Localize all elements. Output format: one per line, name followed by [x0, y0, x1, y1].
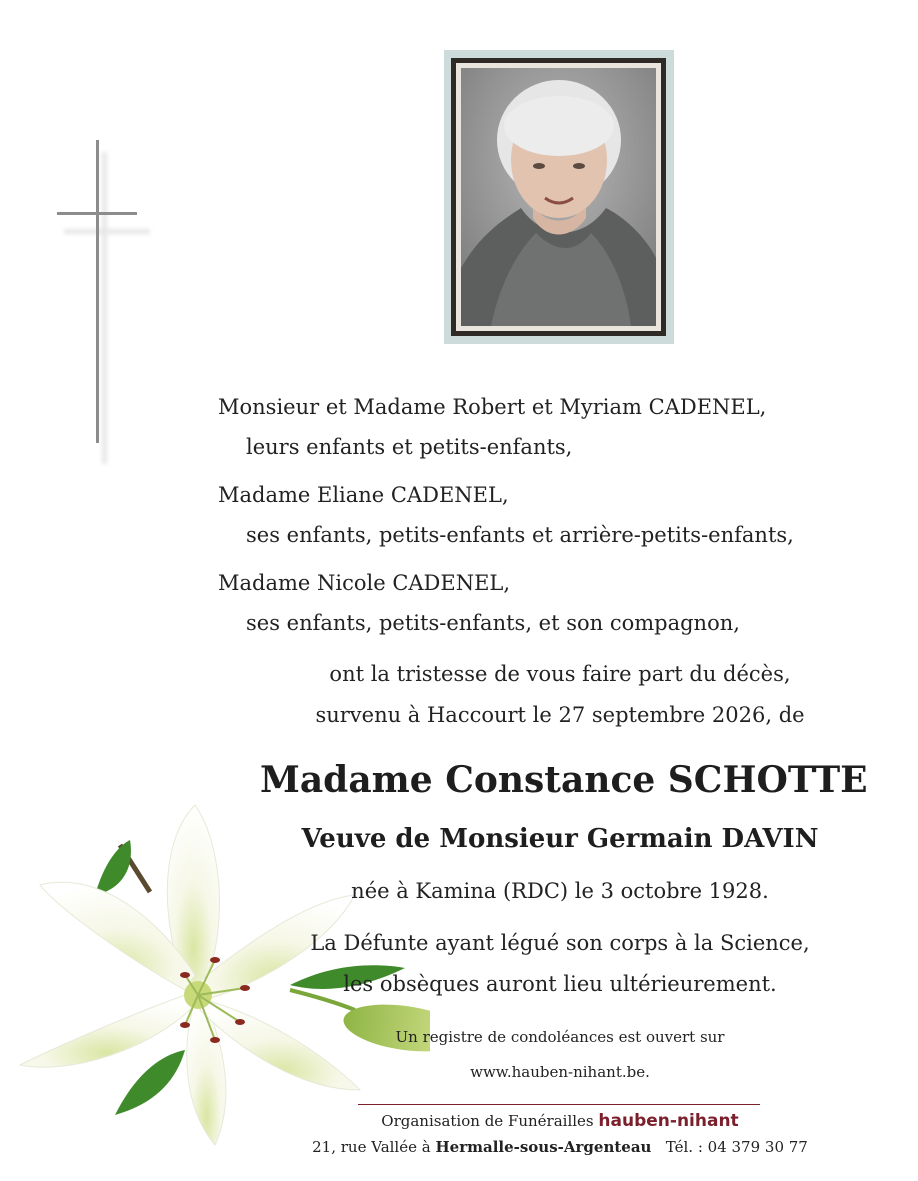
- family-line-3: Madame Nicole CADENEL,: [218, 571, 511, 595]
- brand-logo: hauben-nihant: [598, 1111, 739, 1131]
- footer-address: [260, 1137, 860, 1157]
- registry-link[interactable]: www.hauben-nihant.be.: [470, 1063, 650, 1081]
- details-line-1: La Défunte ayant légué son corps à la Science,: [310, 931, 810, 955]
- footer-divider: [358, 1104, 760, 1105]
- cross-shadow: [102, 152, 107, 464]
- footer-address-prefix: 21, rue Vallée à: [312, 1138, 431, 1156]
- cross-icon: [57, 212, 137, 215]
- registry-text: Un registre de condoléances est ouvert sur: [395, 1028, 725, 1046]
- footer-address-town: Hermalle-sous-Argenteau: [435, 1138, 652, 1156]
- deceased-widow: Veuve de Monsieur Germain DAVIN: [301, 824, 819, 854]
- footer-org-label: Organisation de Funérailles: [381, 1112, 594, 1130]
- family-sub-2: ses enfants, petits-enfants et arrière-petits-enfants,: [246, 523, 794, 547]
- footer-organisation: [260, 1111, 860, 1131]
- cross-icon: [96, 140, 99, 443]
- deceased-name: Madame Constance SCHOTTE: [260, 759, 868, 801]
- footer-phone: Tél. : 04 379 30 77: [665, 1138, 808, 1156]
- announcement-line-2: survenu à Haccourt le 27 septembre 2026, de: [315, 703, 805, 727]
- portrait-photo: [461, 68, 656, 326]
- family-line-1: Monsieur et Madame Robert et Myriam CADENEL,: [218, 395, 767, 419]
- family-sub-1: leurs enfants et petits-enfants,: [246, 435, 573, 459]
- family-sub-3: ses enfants, petits-enfants, et son compagnon,: [246, 611, 740, 635]
- announcement-line-1: ont la tristesse de vous faire part du décès,: [329, 662, 791, 686]
- deceased-birth: née à Kamina (RDC) le 3 octobre 1928.: [351, 879, 769, 903]
- details-line-2: les obsèques auront lieu ultérieurement.: [343, 972, 777, 996]
- cross-shadow: [64, 229, 150, 234]
- family-line-2: Madame Eliane CADENEL,: [218, 483, 509, 507]
